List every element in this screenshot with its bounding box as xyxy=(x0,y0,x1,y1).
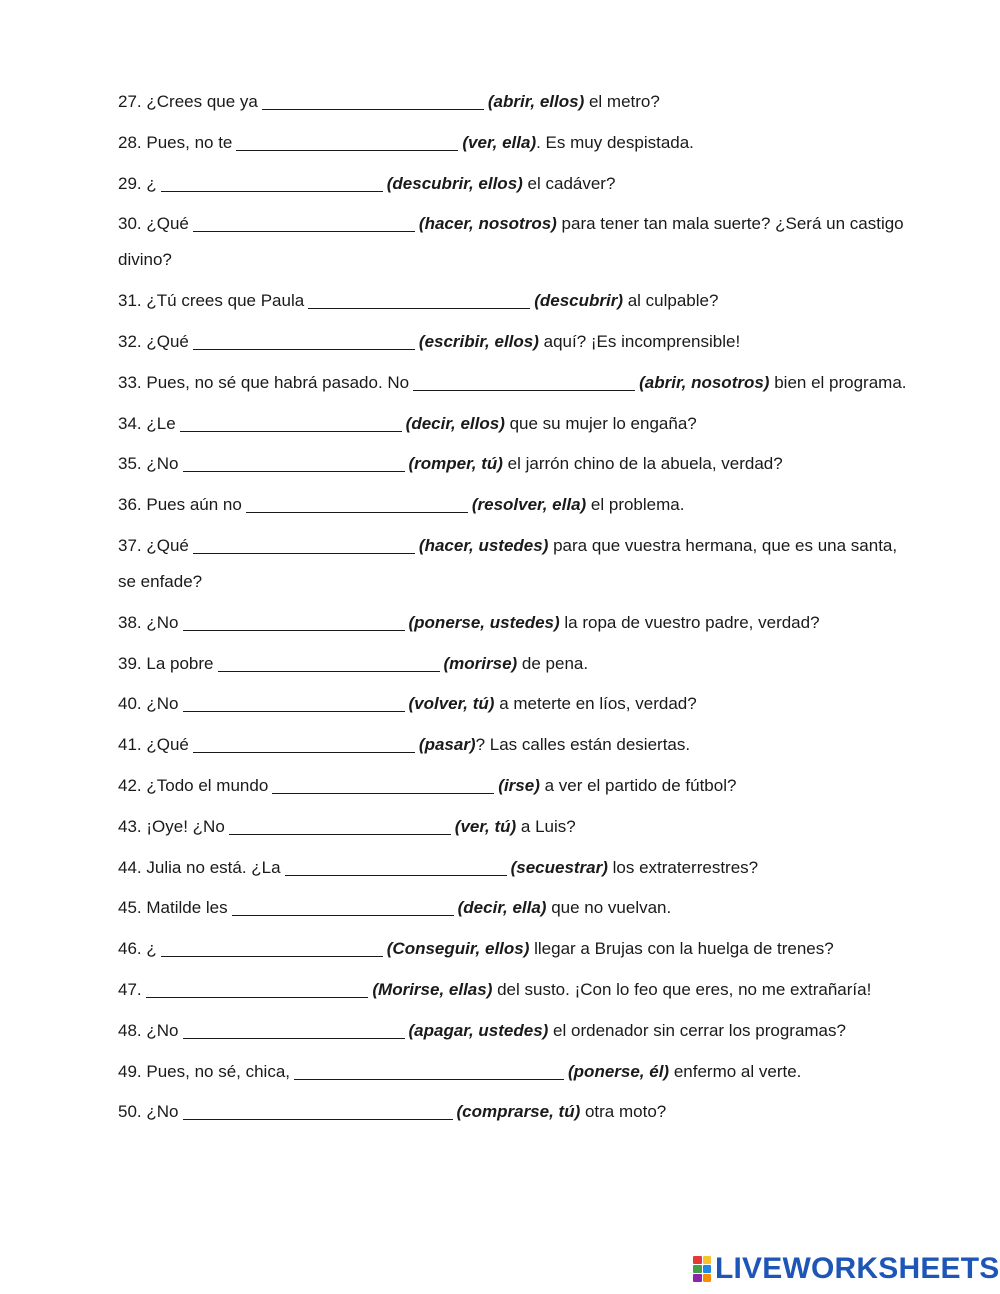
exercise-number: 32. xyxy=(118,331,142,351)
exercise-number: 50. xyxy=(118,1102,142,1122)
answer-blank[interactable] xyxy=(193,537,415,554)
exercise-number: 44. xyxy=(118,857,142,877)
exercise-continuation: que no vuelvan. xyxy=(546,898,672,918)
logo-mark-square xyxy=(703,1256,712,1264)
exercise-continuation: a Luis? xyxy=(516,816,576,836)
answer-blank[interactable] xyxy=(308,292,530,309)
answer-blank[interactable] xyxy=(183,1103,453,1120)
exercise-item xyxy=(118,84,908,120)
exercise-prompt: ¿No xyxy=(146,612,179,632)
exercise-prompt: Pues aún no xyxy=(146,495,242,515)
verb-hint: (decir, ella) xyxy=(457,898,547,918)
answer-blank[interactable] xyxy=(193,736,415,753)
liveworksheets-logo-mark-icon xyxy=(693,1256,711,1282)
exercise-item xyxy=(118,324,908,360)
answer-blank[interactable] xyxy=(246,496,468,513)
exercise-continuation: el cadáver? xyxy=(522,173,616,193)
exercise-continuation: ? Las calles están desiertas. xyxy=(475,735,691,755)
exercise-number: 38. xyxy=(118,612,142,632)
liveworksheets-logo-text: LIVEWORKSHEETS xyxy=(715,1252,1000,1285)
verb-hint: (hacer, nosotros) xyxy=(418,214,557,234)
logo-mark-square xyxy=(693,1274,702,1282)
exercise-continuation: para que vuestra hermana, que es una santa, se enfade? xyxy=(118,535,898,591)
exercise-continuation: de pena. xyxy=(517,653,589,673)
exercise-item xyxy=(118,686,908,722)
exercise-item xyxy=(118,972,908,1008)
exercise-continuation: bien el programa. xyxy=(769,372,907,392)
logo-mark-square xyxy=(703,1265,712,1273)
answer-blank[interactable] xyxy=(180,415,402,432)
verb-hint: (Conseguir, ellos) xyxy=(386,939,530,959)
exercise-continuation: aquí? ¡Es incomprensible! xyxy=(538,331,741,351)
verb-hint: (Morirse, ellas) xyxy=(372,979,493,999)
answer-blank[interactable] xyxy=(183,614,405,631)
exercise-prompt: ¿Qué xyxy=(146,331,189,351)
exercise-prompt: ¿Crees que ya xyxy=(146,92,258,111)
exercise-prompt: ¿No xyxy=(146,694,179,714)
exercise-continuation: el ordenador sin cerrar los programas? xyxy=(548,1020,846,1040)
exercise-number: 34. xyxy=(118,413,142,433)
exercise-continuation: que su mujer lo engaña? xyxy=(504,413,697,433)
answer-blank[interactable] xyxy=(218,655,440,672)
logo-mark-square xyxy=(703,1274,712,1282)
exercise-item xyxy=(118,365,908,401)
verb-hint: (descubrir, ellos) xyxy=(386,173,523,193)
exercise-number: 27. xyxy=(118,92,142,111)
logo-mark-square xyxy=(693,1256,702,1264)
exercise-prompt: Pues, no te xyxy=(146,132,233,152)
exercise-continuation: a meterte en líos, verdad? xyxy=(494,694,697,714)
verb-hint: (escribir, ellos) xyxy=(418,331,539,351)
exercise-item xyxy=(118,768,908,804)
exercise-continuation: los extraterrestres? xyxy=(607,857,759,877)
exercise-number: 30. xyxy=(118,214,142,234)
verb-hint: (morirse) xyxy=(443,653,518,673)
exercise-item xyxy=(118,528,908,600)
exercise-continuation: el problema. xyxy=(586,495,685,515)
verb-hint: (decir, ellos) xyxy=(405,413,505,433)
exercise-number: 42. xyxy=(118,775,142,795)
exercise-continuation: a ver el partido de fútbol? xyxy=(539,775,737,795)
exercise-prompt: ¿ xyxy=(146,173,157,193)
exercise-number: 31. xyxy=(118,291,142,311)
liveworksheets-logo xyxy=(693,1254,1000,1284)
answer-blank[interactable] xyxy=(146,981,368,998)
exercise-number: 45. xyxy=(118,898,142,918)
logo-mark-square xyxy=(693,1265,702,1273)
verb-hint: (romper, tú) xyxy=(408,454,503,474)
exercise-number: 39. xyxy=(118,653,142,673)
exercise-continuation: al culpable? xyxy=(622,291,719,311)
exercise-number: 29. xyxy=(118,173,142,193)
verb-hint: (comprarse, tú) xyxy=(456,1102,581,1122)
answer-blank[interactable] xyxy=(285,859,507,876)
verb-hint: (volver, tú) xyxy=(408,694,495,714)
verb-hint: (resolver, ella) xyxy=(471,495,587,515)
verb-hint: (apagar, ustedes) xyxy=(408,1020,549,1040)
exercise-number: 49. xyxy=(118,1061,142,1081)
exercise-item xyxy=(118,125,908,161)
exercise-continuation: para tener tan mala suerte? ¿Será un castigo divino? xyxy=(118,214,904,270)
verb-hint: (hacer, ustedes) xyxy=(418,535,549,555)
answer-blank[interactable] xyxy=(161,175,383,192)
verb-hint: (abrir, ellos) xyxy=(487,92,585,111)
exercise-prompt: Matilde les xyxy=(146,898,228,918)
exercise-number: 47. xyxy=(118,979,142,999)
exercise-prompt: ¿Qué xyxy=(146,735,189,755)
worksheet-exercises xyxy=(118,84,908,1135)
exercise-item xyxy=(118,1013,908,1049)
exercise-item xyxy=(118,446,908,482)
answer-blank[interactable] xyxy=(232,899,454,916)
exercise-item xyxy=(118,206,908,278)
verb-hint: (pasar) xyxy=(418,735,476,755)
exercise-continuation: llegar a Brujas con la huelga de trenes? xyxy=(529,939,834,959)
exercise-prompt: ¿No xyxy=(146,1020,179,1040)
exercise-number: 41. xyxy=(118,735,142,755)
verb-hint: (secuestrar) xyxy=(510,857,608,877)
exercise-continuation: del susto. ¡Con lo feo que eres, no me extrañaría! xyxy=(492,979,872,999)
answer-blank[interactable] xyxy=(413,374,635,391)
exercise-item xyxy=(118,646,908,682)
answer-blank[interactable] xyxy=(183,695,405,712)
exercise-prompt: ¿Tú crees que Paula xyxy=(146,291,305,311)
answer-blank[interactable] xyxy=(193,215,415,232)
exercise-item xyxy=(118,850,908,886)
verb-hint: (ver, tú) xyxy=(454,816,517,836)
exercise-item xyxy=(118,1054,908,1090)
exercise-number: 40. xyxy=(118,694,142,714)
answer-blank[interactable] xyxy=(193,333,415,350)
exercise-prompt: Julia no está. ¿La xyxy=(146,857,281,877)
exercise-prompt: ¿No xyxy=(146,454,179,474)
exercise-item xyxy=(118,487,908,523)
exercise-prompt: ¿ xyxy=(146,939,157,959)
exercise-item xyxy=(118,727,908,763)
verb-hint: (ponerse, ustedes) xyxy=(408,612,560,632)
exercise-prompt: La pobre xyxy=(146,653,214,673)
exercise-number: 43. xyxy=(118,816,142,836)
exercise-prompt: Pues, no sé, chica, xyxy=(146,1061,291,1081)
exercise-continuation: el jarrón chino de la abuela, verdad? xyxy=(502,454,783,474)
answer-blank[interactable] xyxy=(183,455,405,472)
verb-hint: (descubrir) xyxy=(534,291,623,311)
exercise-number: 28. xyxy=(118,132,142,152)
exercise-number: 46. xyxy=(118,939,142,959)
answer-blank[interactable] xyxy=(229,818,451,835)
answer-blank[interactable] xyxy=(294,1063,564,1080)
verb-hint: (irse) xyxy=(498,775,540,795)
answer-blank[interactable] xyxy=(272,777,494,794)
exercise-prompt: ¿No xyxy=(146,1102,179,1122)
exercise-item xyxy=(118,406,908,442)
exercise-item xyxy=(118,931,908,967)
exercise-item xyxy=(118,890,908,926)
exercise-item xyxy=(118,283,908,319)
exercise-item xyxy=(118,166,908,202)
answer-blank[interactable] xyxy=(236,134,458,151)
exercise-continuation: enfermo al verte. xyxy=(669,1061,802,1081)
exercise-continuation: la ropa de vuestro padre, verdad? xyxy=(559,612,820,632)
exercise-continuation: otra moto? xyxy=(580,1102,667,1122)
exercise-continuation: el metro? xyxy=(584,92,660,111)
exercise-number: 48. xyxy=(118,1020,142,1040)
exercise-item xyxy=(118,1094,908,1130)
exercise-prompt: ¡Oye! ¿No xyxy=(146,816,225,836)
exercise-prompt: ¿Qué xyxy=(146,214,189,234)
answer-blank[interactable] xyxy=(183,1022,405,1039)
exercise-number: 36. xyxy=(118,495,142,515)
verb-hint: (ponerse, él) xyxy=(568,1061,670,1081)
verb-hint: (ver, ella) xyxy=(462,132,537,152)
verb-hint: (abrir, nosotros) xyxy=(639,372,770,392)
exercise-number: 35. xyxy=(118,454,142,474)
exercise-prompt: ¿Le xyxy=(146,413,176,433)
answer-blank[interactable] xyxy=(262,93,484,110)
exercise-continuation: . Es muy despistada. xyxy=(536,132,694,152)
exercise-prompt: ¿Todo el mundo xyxy=(146,775,269,795)
exercise-item xyxy=(118,809,908,845)
exercise-number: 37. xyxy=(118,535,142,555)
answer-blank[interactable] xyxy=(161,940,383,957)
exercise-number: 33. xyxy=(118,372,142,392)
exercise-prompt: ¿Qué xyxy=(146,535,189,555)
exercise-prompt: Pues, no sé que habrá pasado. No xyxy=(146,372,410,392)
exercise-item xyxy=(118,605,908,641)
